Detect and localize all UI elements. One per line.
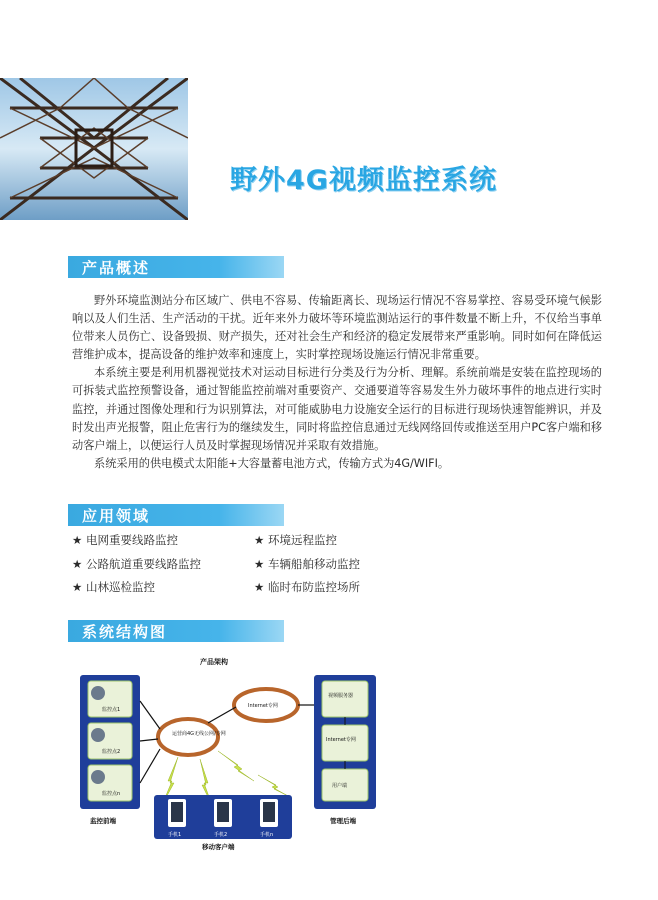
overview-body [72, 292, 602, 473]
overview-paragraph-3: 系统采用的供电模式太阳能+大容量蓄电池方式，传输方式为4G/WIFI。 [94, 456, 450, 470]
camera-node-n [88, 765, 132, 801]
svg-text:Internet专网: Internet专网 [326, 737, 356, 743]
overview-paragraph-2: 本系统主要是利用机器视觉技术对运动目标进行分类及行为分析、理解。系统前端是安装在监控现场的可拆装式监控预警设备，通过智能监控前端对重要资产、交通要道等容易发生外力破坏事件的地点进行实时监控，并通过图像处理和行为识别算法，对可能威胁电力设施安全运行的目标进行现场快速智能辨识，并及时发出声光报警，阻止危害行为的继续发生，同时将监控信息通过无线网络回传或推送至用户PC客户端和移动客户端上，以便运行人员及时掌握现场情况并采取有效措施。 [72, 366, 602, 452]
carrier-network-label: 运营商4G无线公网/专网 [172, 731, 226, 737]
section-architecture-header [68, 620, 284, 642]
application-item: ★ 环境远程监控 [254, 533, 337, 547]
mobile-label: 移动客户端 [202, 843, 235, 851]
svg-text:手机2: 手机2 [214, 832, 228, 838]
section-overview-title: 产品概述 [82, 259, 151, 277]
svg-text:手机n: 手机n [260, 832, 274, 838]
section-applications-header [68, 504, 284, 526]
tower-photo [0, 78, 188, 220]
svg-text:监控点2: 监控点2 [102, 749, 121, 755]
internet-box-node [322, 725, 368, 761]
section-overview-header [68, 256, 284, 278]
carrier-network-node [158, 719, 218, 755]
page-title: 野外4G视频监控系统 [230, 165, 497, 196]
camera-node-2 [88, 723, 132, 759]
application-item: ★ 公路航道重要线路监控 [72, 557, 201, 571]
diagram-title: 产品架构 [200, 658, 228, 666]
application-item: ★ 电网重要线路监控 [72, 533, 178, 547]
application-item: ★ 车辆船舶移动监控 [254, 557, 360, 571]
front-end-label: 监控前端 [90, 817, 116, 825]
application-item: ★ 山林巡检监控 [72, 580, 155, 594]
svg-text:监控点n: 监控点n [102, 791, 121, 797]
svg-text:用户端: 用户端 [332, 783, 348, 789]
application-item: ★ 临时布防监控场所 [254, 580, 360, 594]
back-end-label: 管理后端 [330, 817, 356, 825]
internet-label: Internet专网 [248, 703, 278, 709]
svg-text:手机1: 手机1 [168, 832, 182, 838]
section-architecture-title: 系统结构图 [82, 623, 168, 641]
architecture-diagram [68, 655, 388, 855]
section-applications-title: 应用领域 [82, 507, 151, 525]
video-server-node [322, 681, 368, 717]
camera-node-1 [88, 681, 132, 717]
svg-text:监控点1: 监控点1 [102, 707, 121, 713]
user-end-node [322, 769, 368, 801]
overview-paragraph-1: 野外环境监测站分布区域广、供电不容易、传输距离长、现场运行情况不容易掌控、容易受环境气候影响以及人们生活、生产活动的干扰。近年来外力破坏等环境监测站运行的事件数量不断上升，不仅给当事单位带来人员伤亡、设备毁损、财产损失，还对社会生产和经济的稳定发展带来严重影响。同时如何在降低运营维护成本，提高设备的维护效率和速度上，实时掌控现场设施运行情况非常重要。 [72, 294, 602, 362]
svg-text:视频服务器: 视频服务器 [328, 693, 354, 699]
